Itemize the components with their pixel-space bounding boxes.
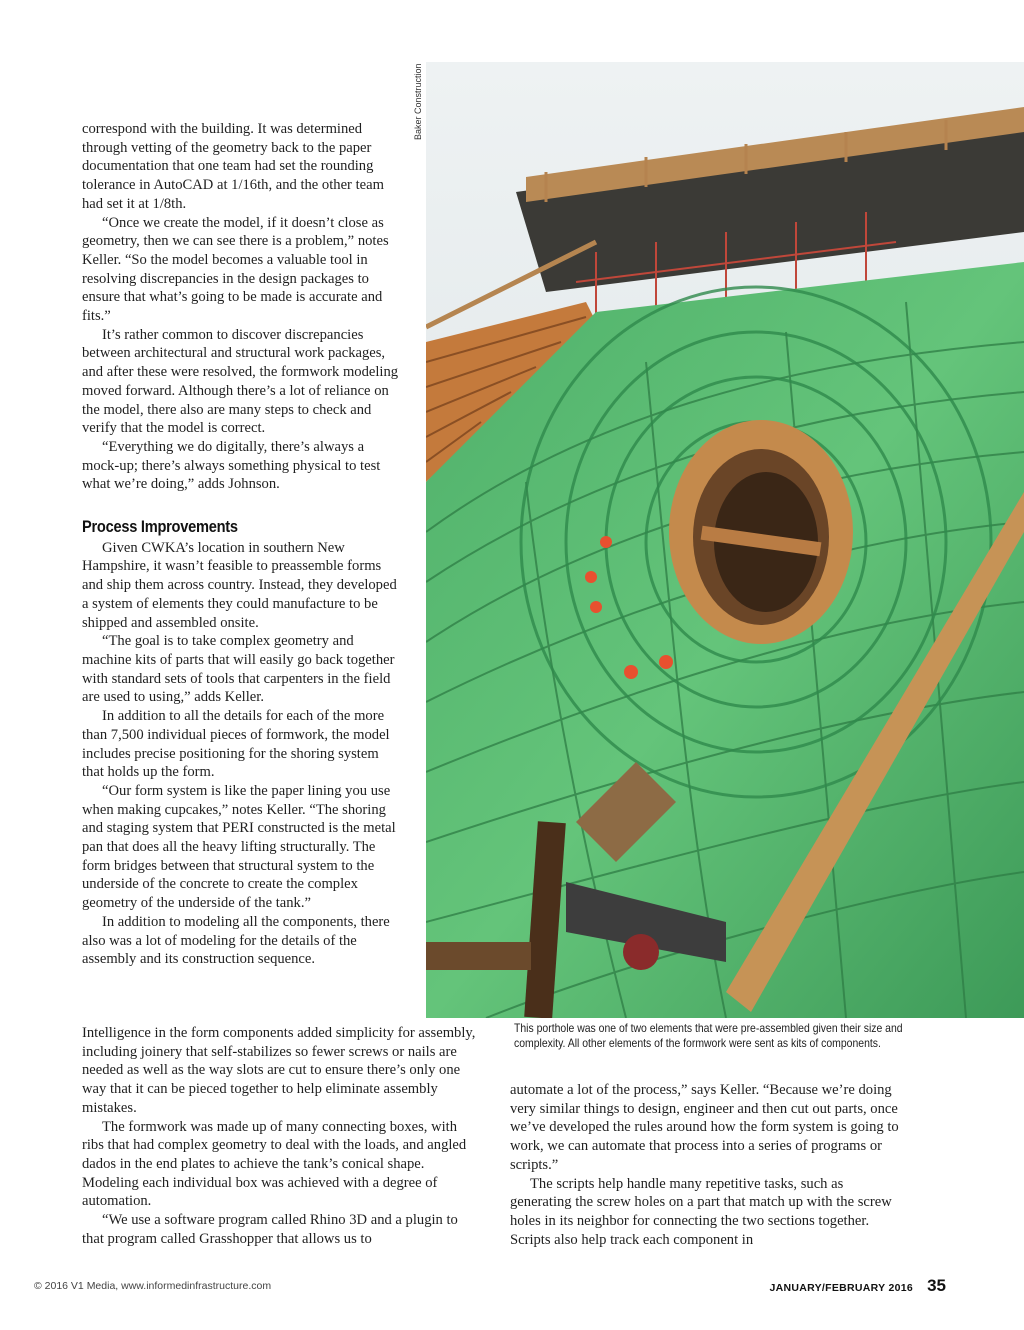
paragraph: “The goal is to take complex geometry and machine kits of parts that will easily go back together with standard sets of tools that carpenters in the field are used to using,” adds Keller. [82, 633, 395, 706]
paragraph: In addition to modeling all the components, there also was a lot of modeling for the details of the assembly and its construction sequence. [82, 913, 390, 968]
paragraph: Intelligence in the form components added simplicity for assembly, including joinery that self-stabilizes so fewer screws or nails are needed as well as the way slots are cut to ensure there’s only one way that it can be pieced together to help eliminate assembly mistakes. [82, 1025, 476, 1116]
paragraph: correspond with the building. It was determined through vetting of the geometry back to the paper documentation that one team had set the rounding tolerance in AutoCAD at 1/16th, and the other team had set it at 1/8th. [82, 121, 384, 212]
article-column-left [82, 120, 400, 969]
page-number: 35 [927, 1276, 946, 1295]
photo-caption: This porthole was one of two elements that were pre-assembled given their size and complexity. All other elements of the formwork were sent as kits of components. [514, 1022, 903, 1050]
article-column-left-wide [82, 1024, 482, 1248]
paragraph: automate a lot of the process,” says Keller. “Because we’re doing very similar things to design, engineer and then cut out parts, once we’ve developed the rules around how the form system is going to work, we can automate that process into a series of programs or scripts.” [510, 1082, 899, 1173]
paragraph: “Everything we do digitally, there’s always a mock-up; there’s always something physical to test what we’re doing,” adds Johnson. [82, 438, 381, 493]
paragraph: Given CWKA’s location in southern New Hampshire, it wasn’t feasible to preassemble forms and ship them across country. Instead, they developed a system of elements they could manufacture to be shipped and assembled onsite. [82, 539, 397, 631]
issue-date: JANUARY/FEBRUARY 2016 [769, 1282, 914, 1294]
paragraph: In addition to all the details for each of the more than 7,500 individual pieces of formwork, the model includes precise positioning for the shoring system that holds up the form. [82, 708, 390, 781]
section-heading: Process Improvements [82, 517, 238, 537]
paragraph: “Once we create the model, if it doesn’t close as geometry, then we can see there is a problem,” notes Keller. “So the model becomes a valuable tool in resolving discrepancies in the design packages to ensure that what’s going to be made is accurate and fits.” [82, 214, 389, 325]
paragraph: “Our form system is like the paper lining you use when making cupcakes,” notes Keller. “The shoring and staging system that PERI constructed is the metal pan that does all the heavy lifting structurally. The form bridges between that structural system to the underside of the concrete to create the complex geometry of the underside of the tank.” [82, 782, 396, 912]
photo-credit: Baker Construction [413, 63, 423, 140]
wood-beam [426, 942, 531, 970]
copyright-footer: © 2016 V1 Media, www.informedinfrastructure.com [34, 1280, 272, 1292]
paragraph: The formwork was made up of many connecting boxes, with ribs that had complex geometry to deal with the loads, and angled dados in the end plates to achieve the tank’s conical shape. Modeling each individual box was achieved with a degree of automation. [82, 1118, 467, 1210]
paragraph: The scripts help handle many repetitive tasks, such as generating the screw holes on a part that match up with the screw holes in its neighbor for connecting the two sections together. Scripts also help track each component in [510, 1175, 892, 1248]
paragraph: “We use a software program called Rhino 3D and a plugin to that program called Grasshopper that allows us to [82, 1212, 458, 1247]
footer-right [769, 1276, 946, 1296]
porthole-photo [426, 62, 1024, 1018]
article-column-right [510, 1081, 902, 1249]
photo-illustration [426, 62, 1024, 1018]
paragraph: It’s rather common to discover discrepancies between architectural and structural work packages, and after these were resolved, the formwork modeling moved forward. Although there’s a lot of reliance on the model, there also are many steps to check and verify that the model is correct. [82, 326, 399, 437]
